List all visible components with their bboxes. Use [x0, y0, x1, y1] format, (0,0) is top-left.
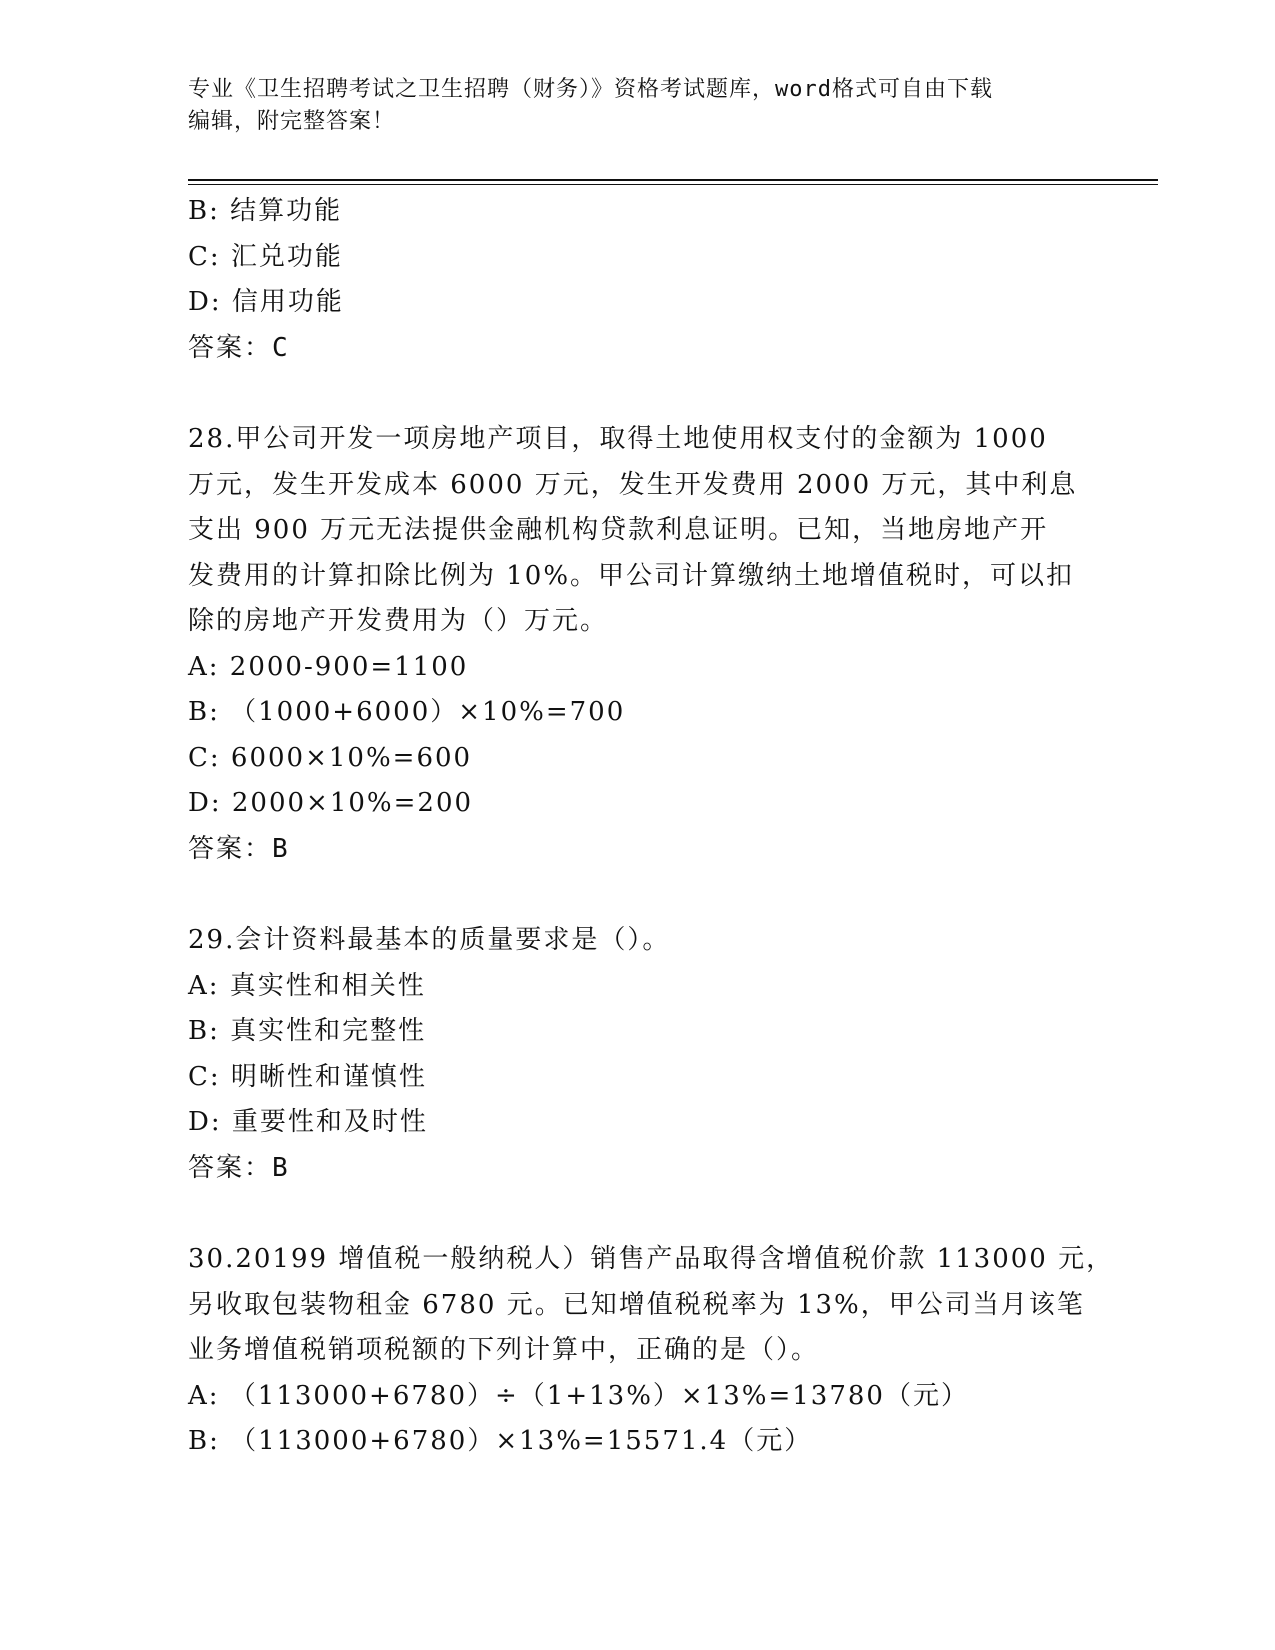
document-header [188, 74, 1088, 138]
question-stem-line: 万元，发生开发成本 6000 万元，发生开发费用 2000 万元，其中利息 [188, 469, 1078, 500]
question-28 [188, 417, 1088, 872]
question-29 [188, 918, 1088, 1191]
header-divider-thick [188, 179, 1158, 181]
header-divider-thin [188, 184, 1158, 185]
option-a: A: （113000+6780）÷（1+13%）×13%=13780（元） [188, 1380, 969, 1411]
spacer [188, 371, 1088, 417]
question-stem-line: 另收取包装物租金 6780 元。已知增值税税率为 13%，甲公司当月该笔 [188, 1289, 1085, 1320]
option-c: C: 汇兑功能 [188, 241, 343, 272]
question-stem-line: 业务增值税销项税额的下列计算中，正确的是（）。 [188, 1335, 820, 1365]
question-stem-line: 30.20199 增值税一般纳税人）销售产品取得含增值税价款 113000 元， [188, 1244, 1115, 1274]
option-a: A: 真实性和相关性 [188, 970, 426, 1001]
option-d: D: 重要性和及时性 [188, 1107, 428, 1137]
option-b: B: 结算功能 [188, 196, 343, 226]
question-stem-line: 28.甲公司开发一项房地产项目，取得土地使用权支付的金额为 1000 [188, 424, 1048, 454]
question-stem-line: 发费用的计算扣除比例为 10%。甲公司计算缴纳土地增值税时，可以扣 [188, 560, 1075, 591]
answer-line: 答案：C [188, 332, 290, 363]
spacer [188, 1191, 1088, 1237]
question-stem-line: 支出 900 万元无法提供金融机构贷款利息证明。已知，当地房地产开 [188, 515, 1049, 545]
option-c: C: 6000×10%=600 [188, 742, 473, 773]
answer-line: 答案：B [188, 833, 290, 864]
option-d: D: 2000×10%=200 [188, 788, 474, 818]
question-27-tail [188, 189, 1088, 371]
question-list [188, 189, 1115, 1465]
option-d: D: 信用功能 [188, 287, 344, 317]
question-30 [188, 1237, 1115, 1465]
option-a: A: 2000-900=1100 [188, 651, 469, 682]
spacer [188, 872, 1088, 918]
option-b: B: 真实性和完整性 [188, 1016, 427, 1046]
option-b: B: （113000+6780）×13%=15571.4（元） [188, 1426, 813, 1456]
option-b: B: （1000+6000）×10%=700 [188, 697, 626, 727]
header-line-1: 专业《卫生招聘考试之卫生招聘（财务）》资格考试题库，word格式可自由下载 [188, 77, 993, 102]
question-stem-line: 除的房地产开发费用为（）万元。 [188, 606, 609, 636]
option-c: C: 明晰性和谨慎性 [188, 1061, 427, 1092]
answer-line: 答案：B [188, 1152, 290, 1183]
header-line-2: 编辑，附完整答案！ [188, 109, 396, 134]
question-stem-line: 29.会计资料最基本的质量要求是（）。 [188, 925, 671, 955]
